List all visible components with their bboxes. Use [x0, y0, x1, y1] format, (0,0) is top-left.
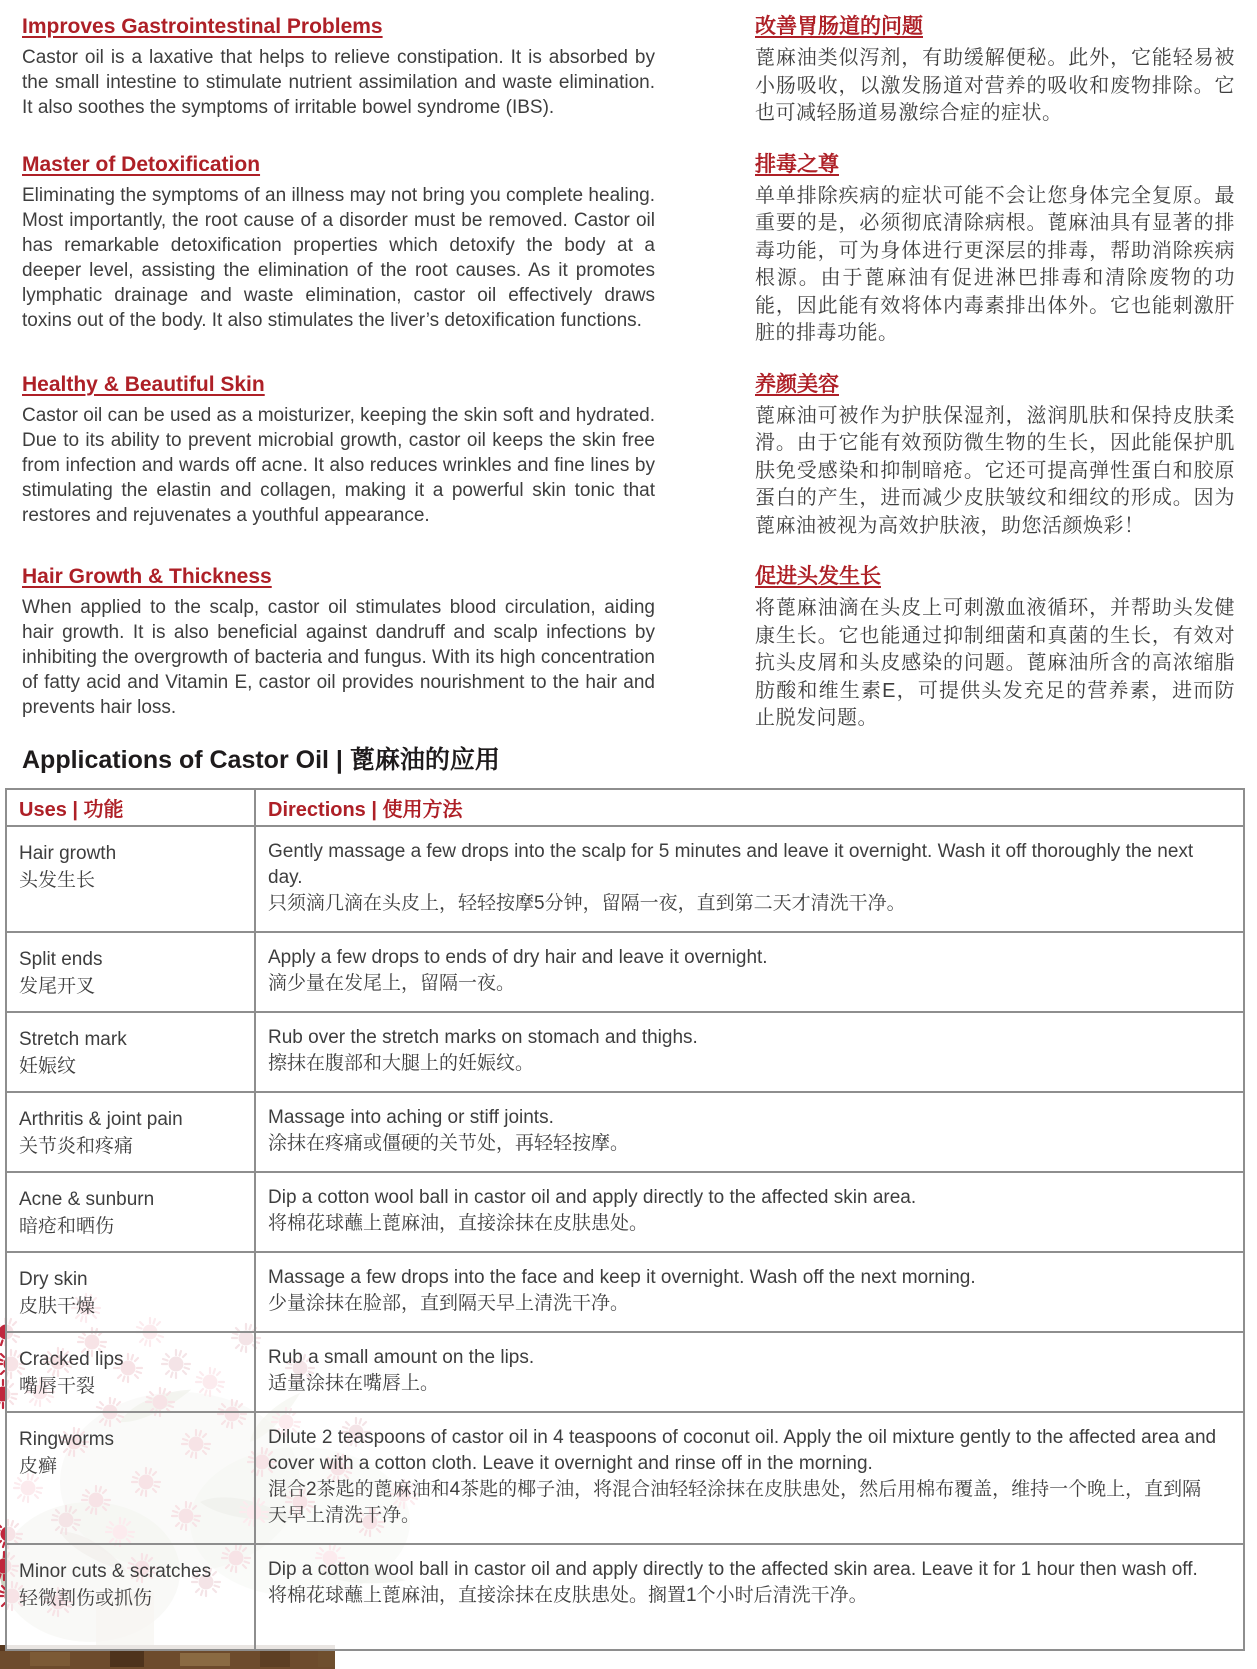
benefit-heading-zh: 排毒之尊 — [755, 152, 839, 176]
benefit-heading-zh: 养颜美容 — [755, 372, 839, 396]
use-cell — [6, 826, 255, 932]
benefit-section-en — [22, 14, 655, 128]
use-cell — [6, 932, 255, 1012]
direction-text-zh: 滴少量在发尾上，留隔一夜。 — [268, 972, 516, 994]
directions-cell — [255, 1092, 1244, 1172]
benefit-heading-zh: 改善胃肠道的问题 — [755, 15, 923, 38]
benefit-section-zh — [755, 372, 1235, 541]
benefit-section-en — [22, 564, 655, 733]
benefit-heading-en: Improves Gastrointestinal Problems — [22, 15, 383, 38]
benefit-body-en: When applied to the scalp, castor oil stimulates blood circulation, aiding hair growth. It is also beneficial against dandruff and scalp infections by inhibiting the overgrowth of bacteria and fungus. With its high concentration of fatty acid and Vitamin E, castor oil provides nourishment to the hair and prevents hair loss. — [22, 597, 655, 718]
direction-text-en: Dilute 2 teaspoons of castor oil in 4 teaspoons of coconut oil. Apply the oil mixture gently to the affected area and cover with a cotton cloth. Leave it overnight and rinse off in the morning. — [268, 1426, 1217, 1474]
table-row — [6, 932, 1244, 1012]
use-name-en: Cracked lips — [19, 1348, 124, 1370]
benefit-section-zh — [755, 152, 1235, 348]
benefit-section-en — [22, 372, 655, 541]
applications-title: Applications of Castor Oil | 蓖麻油的应用 — [22, 745, 500, 774]
use-name-zh: 暗疮和晒伤 — [19, 1215, 115, 1237]
use-name-zh: 头发生长 — [19, 869, 96, 891]
benefits-section — [22, 14, 1257, 733]
directions-cell — [255, 1172, 1244, 1252]
use-cell — [6, 1172, 255, 1252]
direction-text-zh: 适量涂抹在嘴唇上。 — [268, 1372, 440, 1394]
direction-text-zh: 涂抹在疼痛或僵硬的关节处，再轻轻按摩。 — [268, 1132, 630, 1154]
direction-text-zh: 擦抹在腹部和大腿上的妊娠纹。 — [268, 1052, 535, 1074]
directions-column-header: Directions | 使用方法 — [255, 789, 1244, 826]
use-name-en: Hair growth — [19, 842, 117, 864]
table-row — [6, 1412, 1244, 1544]
table-row — [6, 1332, 1244, 1412]
table-row — [6, 1544, 1244, 1650]
use-name-zh: 轻微割伤或抓伤 — [19, 1587, 153, 1609]
directions-cell — [255, 826, 1244, 932]
direction-text-en: Apply a few drops to ends of dry hair and leave it overnight. — [268, 946, 768, 968]
benefit-heading-en: Healthy & Beautiful Skin — [22, 372, 265, 396]
use-name-en: Acne & sunburn — [19, 1188, 155, 1210]
direction-text-en: Rub over the stretch marks on stomach and thighs. — [268, 1026, 698, 1048]
benefit-heading-en: Master of Detoxification — [22, 152, 261, 176]
use-name-zh: 皮癣 — [19, 1455, 58, 1477]
table-row — [6, 1252, 1244, 1332]
table-row — [6, 1092, 1244, 1172]
use-cell — [6, 1252, 255, 1332]
direction-text-en: Dip a cotton wool ball in castor oil and apply directly to the affected skin area. — [268, 1186, 917, 1208]
benefit-section-zh — [755, 564, 1235, 733]
directions-cell — [255, 1412, 1244, 1544]
use-name-en: Arthritis & joint pain — [19, 1108, 183, 1130]
use-name-zh: 嘴唇干裂 — [19, 1375, 96, 1397]
benefit-body-zh: 蓖麻油可被作为护肤保湿剂，滋润肌肤和保持皮肤柔滑。由于它能有效预防微生物的生长，因此能保护肌肤免受感染和抑制暗疮。它还可提高弹性蛋白和胶原蛋白的产生，进而减少皮肤皱纹和细纹的形成。因为蓖麻油被视为高效护肤液，助您活颜焕彩！ — [755, 404, 1235, 537]
direction-text-zh: 将棉花球蘸上蓖麻油，直接涂抹在皮肤患处。搁置1个小时后清洗干净。 — [268, 1584, 868, 1606]
uses-column-header: Uses | 功能 — [6, 789, 255, 826]
direction-text-en: Gently massage a few drops into the scalp for 5 minutes and leave it overnight. Wash it off thoroughly the next day. — [268, 840, 1194, 888]
use-cell — [6, 1544, 255, 1650]
use-name-zh: 皮肤干燥 — [19, 1295, 96, 1317]
table-row — [6, 1172, 1244, 1252]
use-name-en: Minor cuts & scratches — [19, 1560, 212, 1582]
benefit-body-zh: 蓖麻油类似泻剂，有助缓解便秘。此外，它能轻易被小肠吸收，以激发肠道对营养的吸收和废物排除。它也可减轻肠道易激综合症的症状。 — [755, 47, 1235, 124]
direction-text-en: Massage into aching or stiff joints. — [268, 1106, 554, 1128]
directions-cell — [255, 1252, 1244, 1332]
benefit-heading-en: Hair Growth & Thickness — [22, 565, 272, 588]
use-cell — [6, 1012, 255, 1092]
use-cell — [6, 1332, 255, 1412]
benefit-section-zh — [755, 14, 1235, 128]
benefit-body-zh: 单单排除疾病的症状可能不会让您身体完全复原。最重要的是，必须彻底清除病根。蓖麻油具有显著的排毒功能，可为身体进行更深层的排毒，帮助消除疾病根源。由于蓖麻油有促进淋巴排毒和清除废物的功能，因此能有效将体内毒素排出体外。它也能刺激肝脏的排毒功能。 — [755, 184, 1235, 344]
table-row — [6, 1012, 1244, 1092]
direction-text-en: Rub a small amount on the lips. — [268, 1346, 535, 1368]
benefit-heading-zh: 促进头发生长 — [755, 565, 881, 588]
table-header-row — [6, 789, 1244, 826]
use-name-en: Ringworms — [19, 1428, 115, 1450]
use-cell — [6, 1092, 255, 1172]
use-name-en: Split ends — [19, 948, 103, 970]
benefit-section-en — [22, 152, 655, 348]
direction-text-zh: 将棉花球蘸上蓖麻油，直接涂抹在皮肤患处。 — [268, 1212, 649, 1234]
use-name-zh: 妊娠纹 — [19, 1055, 77, 1077]
direction-text-zh: 只须滴几滴在头皮上，轻轻按摩5分钟，留隔一夜，直到第二天才清洗干净。 — [268, 892, 906, 914]
use-cell — [6, 1412, 255, 1544]
direction-text-zh: 少量涂抹在脸部，直到隔天早上清洗干净。 — [268, 1292, 630, 1314]
benefit-body-zh: 将蓖麻油滴在头皮上可刺激血液循环，并帮助头发健康生长。它也能通过抑制细菌和真菌的生长，有效对抗头皮屑和头皮感染的问题。蓖麻油所含的高浓缩脂肪酸和维生素E，可提供头发充足的营养素，进而防止脱发问题。 — [755, 597, 1235, 729]
benefit-body-en: Castor oil can be used as a moisturizer, keeping the skin soft and hydrated. Due to its ability to prevent microbial growth, castor oil keeps the skin free from infection and wards off acne. It also reduces wrinkles and fine lines by stimulating the elastin and collagen, making it a powerful skin tonic that restores and rejuvenates a youthful appearance. — [22, 404, 655, 526]
use-name-en: Dry skin — [19, 1268, 88, 1290]
direction-text-en: Massage a few drops into the face and keep it overnight. Wash off the next morning. — [268, 1266, 976, 1288]
directions-cell — [255, 1332, 1244, 1412]
use-name-zh: 关节炎和疼痛 — [19, 1135, 134, 1157]
use-name-zh: 发尾开叉 — [19, 975, 96, 997]
direction-text-en: Dip a cotton wool ball in castor oil and apply directly to the affected skin area. Leave it for 1 hour then wash off. — [268, 1558, 1198, 1580]
directions-cell — [255, 932, 1244, 1012]
applications-table — [5, 788, 1245, 1651]
directions-cell — [255, 1012, 1244, 1092]
benefit-body-en: Eliminating the symptoms of an illness may not bring you complete healing. Most importantly, the root cause of a disorder must be removed. Castor oil has remarkable detoxification properties which detoxify the body at a deeper level, assisting the elimination of the root causes. As it promotes lymphatic drainage and waste elimination, castor oil effectively draws toxins out of the body. It also stimulates the liver’s detoxification functions. — [22, 184, 655, 331]
directions-cell — [255, 1544, 1244, 1650]
use-name-en: Stretch mark — [19, 1028, 127, 1050]
table-row — [6, 826, 1244, 932]
direction-text-zh: 混合2茶匙的蓖麻油和4茶匙的椰子油，将混合油轻轻涂抹在皮肤患处，然后用棉布覆盖，维持一个晚上，直到隔天早上清洗干净。 — [268, 1478, 1202, 1526]
benefit-body-en: Castor oil is a laxative that helps to relieve constipation. It is absorbed by the small intestine to stimulate nutrient assimilation and waste elimination. It also soothes the symptoms of irritable bowel syndrome (IBS). — [22, 47, 655, 118]
